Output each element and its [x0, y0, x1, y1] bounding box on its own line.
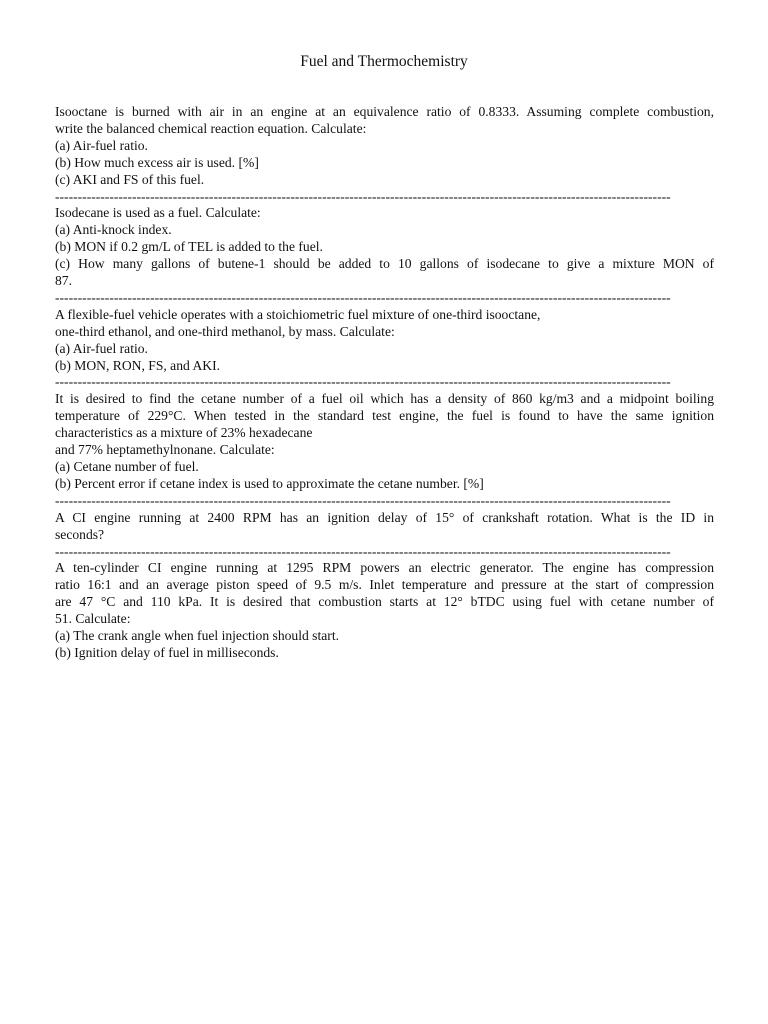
problem-3-line-3: (a) Air-fuel ratio. — [55, 340, 148, 356]
problem-list — [55, 104, 714, 662]
problem-2 — [55, 205, 714, 290]
separator-line: ---------------------------------------------------------------------------------------------------------------------------------------- — [55, 543, 671, 559]
problem-1-line-4: (b) How much excess air is used. [%] — [55, 154, 259, 170]
problem-4-line-6: (b) Percent error if cetane index is used to approximate the cetane number. [%] — [55, 475, 484, 491]
problem-4-line-3: characteristics as a mixture of 23% hexadecane — [55, 425, 313, 441]
problem-3 — [55, 307, 714, 375]
problem-1-line-2: write the balanced chemical reaction equation. Calculate: — [55, 120, 367, 136]
problem-4-line-4: and 77% heptamethylnonane. Calculate: — [55, 442, 275, 458]
problem-2-line-1: Isodecane is used as a fuel. Calculate: — [55, 205, 261, 221]
problem-1-line-3: (a) Air-fuel ratio. — [55, 137, 148, 153]
separator-line: ---------------------------------------------------------------------------------------------------------------------------------------- — [55, 374, 671, 390]
problem-4-line-2: temperature of 229°C. When tested in the standard test engine, the fuel is found to have the same ignition — [55, 408, 714, 424]
problem-6-line-5: (a) The crank angle when fuel injection should start. — [55, 628, 339, 644]
problem-2-line-3: (b) MON if 0.2 gm/L of TEL is added to the fuel. — [55, 239, 323, 255]
problem-5-line-1: A CI engine running at 2400 RPM has an ignition delay of 15° of crankshaft rotation. What is the ID in — [55, 509, 714, 525]
problem-3-line-1: A flexible-fuel vehicle operates with a stoichiometric fuel mixture of one-third isooctane, — [55, 306, 541, 322]
problem-2-line-5: 87. — [55, 273, 72, 289]
problem-4 — [55, 391, 714, 492]
problem-3-line-4: (b) MON, RON, FS, and AKI. — [55, 357, 221, 373]
problem-6-line-2: ratio 16:1 and an average piston speed of 9.5 m/s. Inlet temperature and pressure at the start of compression — [55, 577, 714, 593]
problem-6-line-4: 51. Calculate: — [55, 611, 131, 627]
problem-4-line-5: (a) Cetane number of fuel. — [55, 458, 199, 474]
separator-line: ---------------------------------------------------------------------------------------------------------------------------------------- — [55, 492, 671, 508]
problem-1-line-5: (c) AKI and FS of this fuel. — [55, 171, 205, 187]
problem-1-line-1: Isooctane is burned with air in an engine at an equivalence ratio of 0.8333. Assuming complete combustion, — [55, 104, 714, 119]
problem-6 — [55, 560, 714, 661]
problem-4-line-1: It is desired to find the cetane number of a fuel oil which has a density of 860 kg/m3 and a midpoint boiling — [55, 391, 714, 407]
problem-6-line-6: (b) Ignition delay of fuel in milliseconds. — [55, 644, 279, 660]
problem-5-line-2: seconds? — [55, 526, 105, 542]
problem-2-line-4: (c) How many gallons of butene-1 should be added to 10 gallons of isodecane to give a mixture MON of — [55, 256, 714, 272]
problem-3-line-2: one-third ethanol, and one-third methanol, by mass. Calculate: — [55, 323, 395, 339]
document-title: Fuel and Thermochemistry — [300, 53, 468, 70]
problem-1 — [55, 104, 714, 189]
problem-6-line-1: A ten-cylinder CI engine running at 1295 RPM powers an electric generator. The engine has compression — [55, 560, 714, 576]
problem-5 — [55, 510, 714, 544]
separator-line: ---------------------------------------------------------------------------------------------------------------------------------------- — [55, 289, 671, 305]
problem-2-line-2: (a) Anti-knock index. — [55, 222, 172, 238]
separator-line: ---------------------------------------------------------------------------------------------------------------------------------------- — [55, 188, 671, 204]
problem-6-line-3: are 47 °C and 110 kPa. It is desired that combustion starts at 12° bTDC using fuel with cetane number of — [55, 594, 714, 610]
